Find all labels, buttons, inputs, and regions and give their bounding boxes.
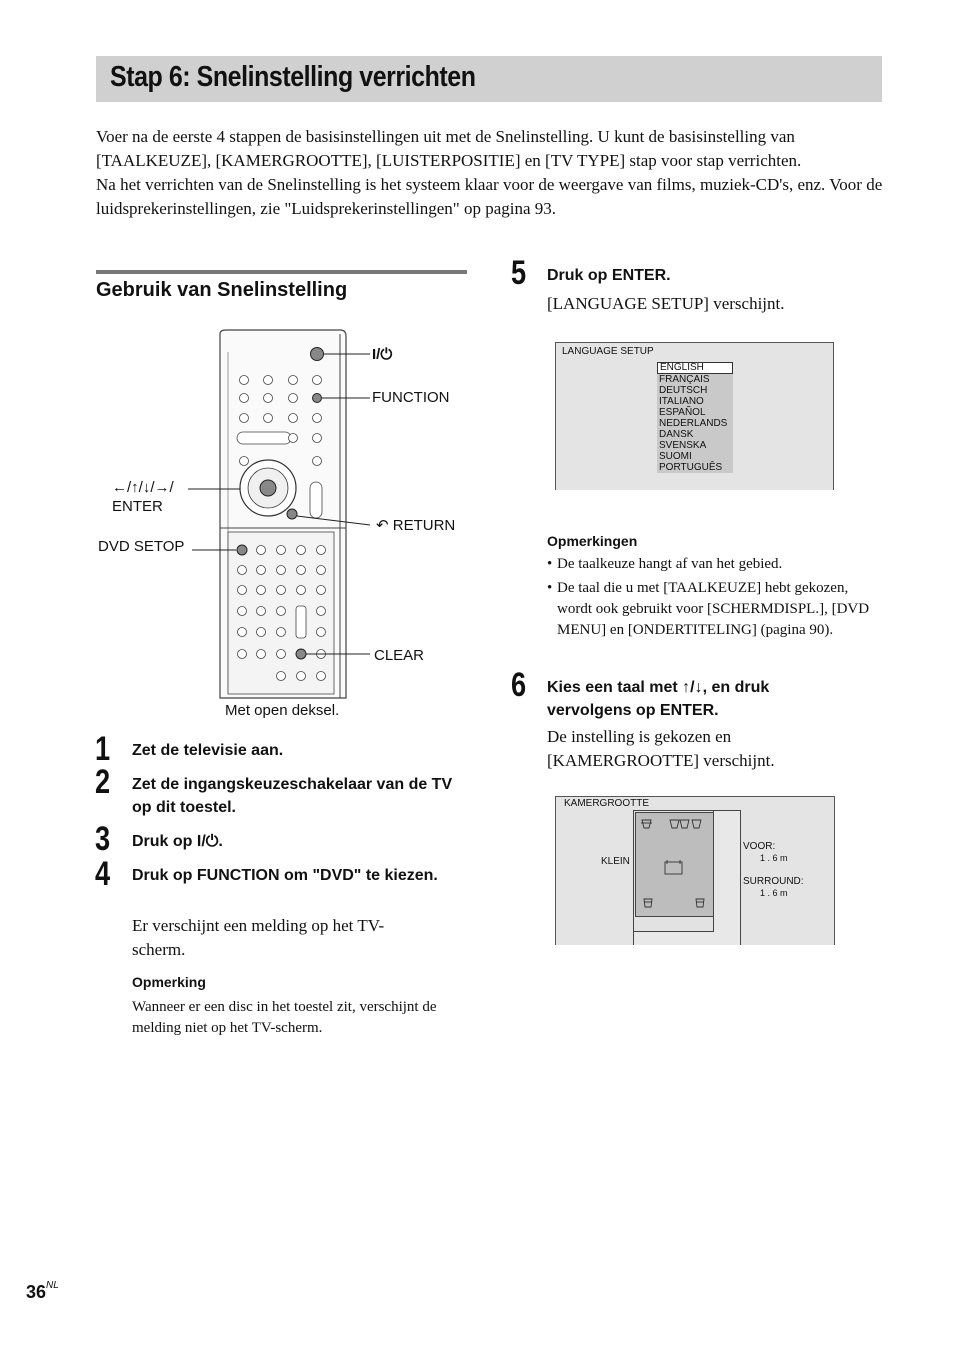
language-option[interactable]: ITALIANO (659, 396, 704, 407)
note-item-text: De taal die u met [TAALKEUZE] hebt gekozen, wordt ook gebruikt voor [SCHERMDISPL.], [DVD MENU] en [ONDERTITELING] (pagina 90). (557, 580, 870, 638)
power-callout: I/⏻ (372, 346, 393, 363)
room-screen-header: KAMERGROOTTE (564, 798, 650, 809)
language-option[interactable]: SUOMI (659, 451, 692, 462)
step-5-notes (547, 554, 881, 641)
note-item: • De taalkeuze hangt af van het gebied. (547, 556, 783, 572)
section-title: Gebruik van Snelinstelling (96, 279, 348, 301)
room-speaker-area (635, 812, 714, 917)
speaker-icons (636, 813, 713, 916)
language-screen-header: LANGUAGE SETUP (562, 346, 654, 357)
language-option[interactable]: DEUTSCH (659, 385, 708, 396)
language-option[interactable]: ESPAÑOL (659, 407, 706, 418)
surround-label: SURROUND: (743, 876, 804, 887)
step-3-number: 3 (95, 820, 111, 858)
step-5-number: 5 (511, 254, 527, 292)
step-2-text: Zet de ingangskeuzeschakelaar van de TV op dit toestel. (132, 776, 453, 816)
remote-caption: Met open deksel. (225, 702, 340, 719)
step-5-text: Druk op ENTER. (547, 267, 671, 284)
return-callout: ↶ RETURN (376, 517, 456, 534)
step-1-text: Zet de televisie aan. (132, 742, 284, 759)
language-option[interactable]: DANSK (659, 429, 694, 440)
step-4-note-text: Wanneer er een disc in het toestel zit, verschijnt de melding niet op het TV-scherm. (132, 999, 437, 1036)
step-3-text: Druk op I/⏻. (132, 833, 223, 850)
section-rule (96, 270, 467, 274)
title-bar (96, 56, 882, 102)
step-4-number: 4 (95, 855, 111, 893)
step-5-notes-heading: Opmerkingen (547, 533, 638, 549)
arrows-callout: ←/↑/↓/→/ (112, 479, 174, 496)
step-4-note-heading: Opmerking (132, 974, 206, 990)
page-number-suffix: NL (46, 1280, 59, 1291)
language-option[interactable]: NEDERLANDS (659, 418, 728, 429)
intro-text (96, 125, 886, 221)
function-callout: FUNCTION (372, 389, 450, 406)
intro-paragraph-1: Voer na de eerste 4 stappen de basisinstellingen uit met de Snelinstelling. U kunt de basisinstelling van [TAALKEUZE], [KAMERGROOTTE], [LUISTERPOSITIE] en [TV TYPE] stap voor stap verrichten. (96, 127, 802, 170)
page-number-value: 36 (26, 1282, 47, 1302)
language-option[interactable]: SVENSKA (659, 440, 707, 451)
note-item: • De taal die u met [TAALKEUZE] hebt gekozen, wordt ook gebruikt voor [SCHERMDISPL.], [DVD MENU] en [ONDERTITELING] (pagina 90). (547, 580, 870, 638)
front-value: 1 . 6 m (760, 853, 788, 863)
step-1-number: 1 (95, 730, 111, 768)
step-4-body: Er verschijnt een melding op het TV-scherm. (132, 916, 385, 959)
step-6-text: Kies een taal met ↑/↓, en druk vervolgens op ENTER. (547, 679, 770, 719)
language-setup-screen (555, 342, 834, 490)
surround-value: 1 . 6 m (760, 888, 788, 898)
language-list (657, 362, 733, 473)
room-size-screen (555, 796, 835, 945)
step-6-body: De instelling is gekozen en [KAMERGROOTTE] verschijnt. (547, 727, 775, 770)
step-4-text: Druk op FUNCTION om "DVD" te kiezen. (132, 867, 438, 884)
language-option[interactable]: FRANÇAIS (659, 374, 710, 385)
enter-callout: ENTER (112, 498, 163, 515)
intro-paragraph-2: Na het verrichten van de Snelinstelling is het systeem klaar voor de weergave van films, muziek-CD's, enz. Voor de luidsprekerinstellingen, zie "Luidsprekerinstellingen" op pagina 93. (96, 175, 883, 218)
front-label: VOOR: (743, 841, 776, 852)
language-option[interactable]: PORTUGUÊS (659, 462, 723, 473)
page-title: Stap 6: Snelinstelling verrichten (110, 61, 476, 93)
dvd-setup-callout: DVD SETOP (98, 538, 185, 555)
language-option-selected[interactable]: ENGLISH (657, 362, 733, 374)
room-size-label: KLEIN (601, 856, 630, 867)
step-6-number: 6 (511, 666, 527, 704)
page-number (26, 1282, 59, 1303)
note-item-text: De taalkeuze hangt af van het gebied. (557, 556, 783, 572)
step-5-body: [LANGUAGE SETUP] verschijnt. (547, 294, 785, 313)
step-2-number: 2 (95, 763, 111, 801)
clear-callout: CLEAR (374, 647, 425, 664)
